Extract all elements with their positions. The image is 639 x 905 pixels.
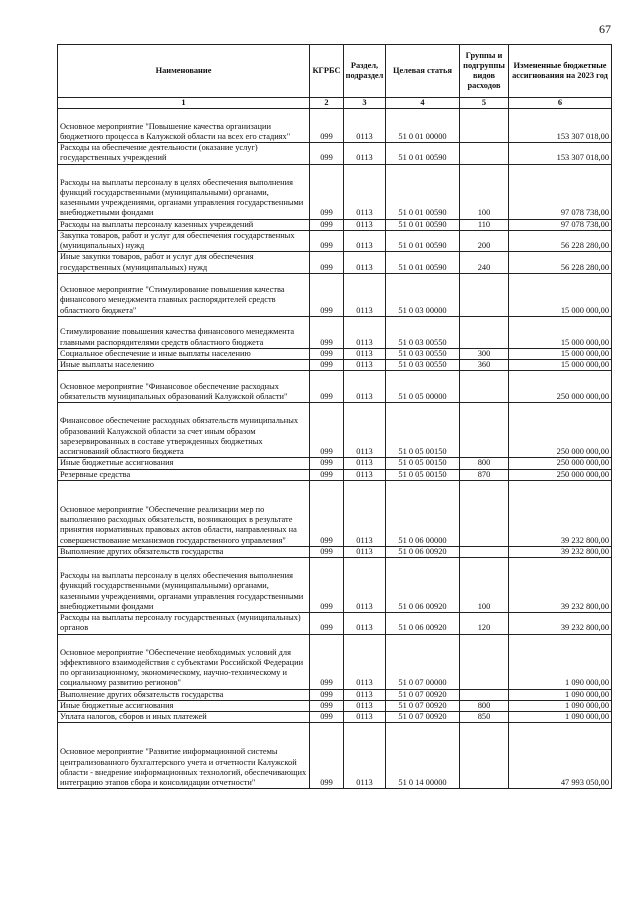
row-name: Основное мероприятие "Обеспечение необходимых условий для эффективного взаимодействия с субъектами Российской Федерации по организационному, экономическому, научно-техническому и социальному развитию регионов" — [58, 634, 310, 689]
row-expense-type — [460, 316, 509, 348]
row-expense-type — [460, 723, 509, 789]
header-name: Наименование — [58, 45, 310, 98]
table-row — [58, 546, 612, 557]
row-name: Расходы на выплаты персоналу в целях обеспечения выполнения функций государственными (муниципальными) органами, казенными учреждениями, органами управления государственными внебюджетными фондами — [58, 558, 310, 613]
row-amount: 15 000 000,00 — [509, 316, 612, 348]
row-amount: 97 078 738,00 — [509, 219, 612, 230]
row-amount: 15 000 000,00 — [509, 360, 612, 371]
row-kgrbs: 099 — [310, 252, 344, 274]
row-razdel: 0113 — [344, 469, 386, 480]
row-target-article: 51 0 01 00000 — [386, 109, 460, 143]
row-amount: 153 307 018,00 — [509, 143, 612, 165]
header-statya: Целевая статья — [386, 45, 460, 98]
row-amount: 56 228 280,00 — [509, 252, 612, 274]
row-target-article: 51 0 05 00150 — [386, 469, 460, 480]
row-kgrbs: 099 — [310, 469, 344, 480]
row-amount: 39 232 800,00 — [509, 613, 612, 635]
row-expense-type — [460, 109, 509, 143]
table-row — [58, 458, 612, 469]
table-row — [58, 348, 612, 359]
row-name: Социальное обеспечение и иные выплаты населению — [58, 348, 310, 359]
table-row — [58, 712, 612, 723]
row-expense-type: 100 — [460, 558, 509, 613]
row-expense-type: 240 — [460, 252, 509, 274]
row-amount: 39 232 800,00 — [509, 558, 612, 613]
row-kgrbs: 099 — [310, 689, 344, 700]
row-expense-type: 120 — [460, 613, 509, 635]
header-razdel: Раздел, подраздел — [344, 45, 386, 98]
row-target-article: 51 0 07 00000 — [386, 634, 460, 689]
row-kgrbs: 099 — [310, 712, 344, 723]
row-target-article: 51 0 01 00590 — [386, 164, 460, 219]
row-amount: 39 232 800,00 — [509, 480, 612, 546]
row-kgrbs: 099 — [310, 360, 344, 371]
row-target-article: 51 0 01 00590 — [386, 143, 460, 165]
column-number: 4 — [386, 98, 460, 109]
column-number: 5 — [460, 98, 509, 109]
row-name: Расходы на выплаты персоналу государственных (муниципальных) органов — [58, 613, 310, 635]
row-kgrbs: 099 — [310, 143, 344, 165]
row-expense-type — [460, 403, 509, 458]
row-kgrbs: 099 — [310, 558, 344, 613]
table-row — [58, 273, 612, 316]
table-row — [58, 371, 612, 403]
row-target-article: 51 0 06 00920 — [386, 546, 460, 557]
budget-allocation-table — [57, 44, 612, 789]
row-razdel: 0113 — [344, 230, 386, 252]
row-amount: 1 090 000,00 — [509, 700, 612, 711]
table-row — [58, 700, 612, 711]
row-target-article: 51 0 03 00000 — [386, 273, 460, 316]
row-expense-type — [460, 371, 509, 403]
row-target-article: 51 0 05 00150 — [386, 458, 460, 469]
row-target-article: 51 0 07 00920 — [386, 712, 460, 723]
row-target-article: 51 0 06 00000 — [386, 480, 460, 546]
row-kgrbs: 099 — [310, 480, 344, 546]
table-row — [58, 360, 612, 371]
row-expense-type: 300 — [460, 348, 509, 359]
table-row — [58, 164, 612, 219]
row-target-article: 51 0 05 00000 — [386, 371, 460, 403]
header-amount: Измененные бюджетные ассигнования на 2023 год — [509, 45, 612, 98]
row-name: Стимулирование повышения качества финансового менеджмента главными распорядителями средств областного бюджета — [58, 316, 310, 348]
row-name: Основное мероприятие "Финансовое обеспечение расходных обязательств муниципальных образований Калужской области" — [58, 371, 310, 403]
row-expense-type — [460, 143, 509, 165]
row-amount: 250 000 000,00 — [509, 371, 612, 403]
row-kgrbs: 099 — [310, 723, 344, 789]
row-razdel: 0113 — [344, 613, 386, 635]
row-amount: 47 993 050,00 — [509, 723, 612, 789]
row-name: Иные закупки товаров, работ и услуг для обеспечения государственных (муниципальных) нужд — [58, 252, 310, 274]
row-name: Иные выплаты населению — [58, 360, 310, 371]
row-target-article: 51 0 03 00550 — [386, 360, 460, 371]
table-header-row — [58, 45, 612, 98]
table-row — [58, 143, 612, 165]
table-row — [58, 469, 612, 480]
row-expense-type — [460, 480, 509, 546]
row-kgrbs: 099 — [310, 700, 344, 711]
row-razdel: 0113 — [344, 164, 386, 219]
row-kgrbs: 099 — [310, 634, 344, 689]
row-expense-type — [460, 546, 509, 557]
row-kgrbs: 099 — [310, 316, 344, 348]
column-number-row — [58, 98, 612, 109]
row-razdel: 0113 — [344, 371, 386, 403]
column-number: 3 — [344, 98, 386, 109]
page-number: 67 — [599, 22, 611, 36]
row-razdel: 0113 — [344, 403, 386, 458]
table-row — [58, 613, 612, 635]
row-razdel: 0113 — [344, 634, 386, 689]
table-row — [58, 403, 612, 458]
row-razdel: 0113 — [344, 109, 386, 143]
row-name: Финансовое обеспечение расходных обязательств муниципальных образований Калужской области за счет иным образом зарезервированных в составе утвержденных бюджетных ассигнований областного бюджета — [58, 403, 310, 458]
row-kgrbs: 099 — [310, 613, 344, 635]
row-kgrbs: 099 — [310, 109, 344, 143]
row-expense-type: 850 — [460, 712, 509, 723]
row-expense-type: 100 — [460, 164, 509, 219]
row-name: Закупка товаров, работ и услуг для обеспечения государственных (муниципальных) нужд — [58, 230, 310, 252]
row-razdel: 0113 — [344, 546, 386, 557]
row-amount: 15 000 000,00 — [509, 348, 612, 359]
row-razdel: 0113 — [344, 316, 386, 348]
table-row — [58, 558, 612, 613]
row-name: Основное мероприятие "Стимулирование повышения качества финансового менеджмента главных распорядителей средств областного бюджета" — [58, 273, 310, 316]
table-row — [58, 219, 612, 230]
row-target-article: 51 0 07 00920 — [386, 689, 460, 700]
row-target-article: 51 0 01 00590 — [386, 252, 460, 274]
header-vid: Группы и подгруппы видов расходов — [460, 45, 509, 98]
row-name: Выполнение других обязательств государства — [58, 546, 310, 557]
row-razdel: 0113 — [344, 712, 386, 723]
row-amount: 250 000 000,00 — [509, 403, 612, 458]
row-amount: 153 307 018,00 — [509, 109, 612, 143]
row-expense-type: 800 — [460, 700, 509, 711]
table-row — [58, 723, 612, 789]
row-target-article: 51 0 07 00920 — [386, 700, 460, 711]
table-row — [58, 252, 612, 274]
row-kgrbs: 099 — [310, 458, 344, 469]
row-amount: 1 090 000,00 — [509, 689, 612, 700]
row-target-article: 51 0 14 00000 — [386, 723, 460, 789]
row-name: Расходы на обеспечение деятельности (оказание услуг) государственных учреждений — [58, 143, 310, 165]
row-kgrbs: 099 — [310, 348, 344, 359]
row-razdel: 0113 — [344, 143, 386, 165]
table-row — [58, 689, 612, 700]
row-expense-type: 800 — [460, 458, 509, 469]
row-name: Иные бюджетные ассигнования — [58, 700, 310, 711]
row-razdel: 0113 — [344, 558, 386, 613]
column-number: 6 — [509, 98, 612, 109]
row-expense-type: 200 — [460, 230, 509, 252]
row-expense-type: 110 — [460, 219, 509, 230]
row-kgrbs: 099 — [310, 546, 344, 557]
row-name: Уплата налогов, сборов и иных платежей — [58, 712, 310, 723]
row-razdel: 0113 — [344, 252, 386, 274]
table-row — [58, 480, 612, 546]
row-kgrbs: 099 — [310, 371, 344, 403]
row-target-article: 51 0 05 00150 — [386, 403, 460, 458]
row-name: Расходы на выплаты персоналу казенных учреждений — [58, 219, 310, 230]
row-target-article: 51 0 06 00920 — [386, 613, 460, 635]
row-name: Выполнение других обязательств государства — [58, 689, 310, 700]
row-target-article: 51 0 03 00550 — [386, 316, 460, 348]
row-expense-type — [460, 634, 509, 689]
row-name: Расходы на выплаты персоналу в целях обеспечения выполнения функций государственными (муниципальными) органами, казенными учреждениями, органами управления государственными внебюджетными фондами — [58, 164, 310, 219]
row-expense-type — [460, 273, 509, 316]
row-razdel: 0113 — [344, 273, 386, 316]
row-razdel: 0113 — [344, 219, 386, 230]
row-name: Основное мероприятие "Повышение качества организации бюджетного процесса в Калужской области на всех его стадиях" — [58, 109, 310, 143]
row-razdel: 0113 — [344, 700, 386, 711]
column-number: 2 — [310, 98, 344, 109]
row-name: Основное мероприятие "Обеспечение реализации мер по выполнению расходных обязательств, возникающих в результате принятия нормативных правовых актов области, направленных на совершенствование механизмов государственного управления" — [58, 480, 310, 546]
row-kgrbs: 099 — [310, 273, 344, 316]
row-razdel: 0113 — [344, 458, 386, 469]
row-target-article: 51 0 03 00550 — [386, 348, 460, 359]
row-kgrbs: 099 — [310, 219, 344, 230]
row-expense-type — [460, 689, 509, 700]
row-razdel: 0113 — [344, 689, 386, 700]
row-amount: 1 090 000,00 — [509, 712, 612, 723]
row-amount: 250 000 000,00 — [509, 469, 612, 480]
row-target-article: 51 0 01 00590 — [386, 230, 460, 252]
row-amount: 39 232 800,00 — [509, 546, 612, 557]
row-kgrbs: 099 — [310, 230, 344, 252]
table-row — [58, 316, 612, 348]
row-amount: 1 090 000,00 — [509, 634, 612, 689]
row-razdel: 0113 — [344, 723, 386, 789]
table-body — [58, 109, 612, 789]
row-expense-type: 360 — [460, 360, 509, 371]
row-target-article: 51 0 01 00590 — [386, 219, 460, 230]
row-razdel: 0113 — [344, 360, 386, 371]
row-expense-type: 870 — [460, 469, 509, 480]
row-name: Иные бюджетные ассигнования — [58, 458, 310, 469]
table-row — [58, 230, 612, 252]
row-razdel: 0113 — [344, 480, 386, 546]
table-row — [58, 634, 612, 689]
row-amount: 97 078 738,00 — [509, 164, 612, 219]
table-row — [58, 109, 612, 143]
row-razdel: 0113 — [344, 348, 386, 359]
column-number: 1 — [58, 98, 310, 109]
row-kgrbs: 099 — [310, 164, 344, 219]
row-amount: 250 000 000,00 — [509, 458, 612, 469]
row-amount: 15 000 000,00 — [509, 273, 612, 316]
row-kgrbs: 099 — [310, 403, 344, 458]
row-target-article: 51 0 06 00920 — [386, 558, 460, 613]
row-amount: 56 228 280,00 — [509, 230, 612, 252]
row-name: Резервные средства — [58, 469, 310, 480]
row-name: Основное мероприятие "Развитие информационной системы централизованного бухгалтерского учета и отчетности Калужской области - внедрение информационных технологий, обеспечивающих интеграцию этапов сбора и консолидации отчетности" — [58, 723, 310, 789]
header-kgrbs: КГРБС — [310, 45, 344, 98]
